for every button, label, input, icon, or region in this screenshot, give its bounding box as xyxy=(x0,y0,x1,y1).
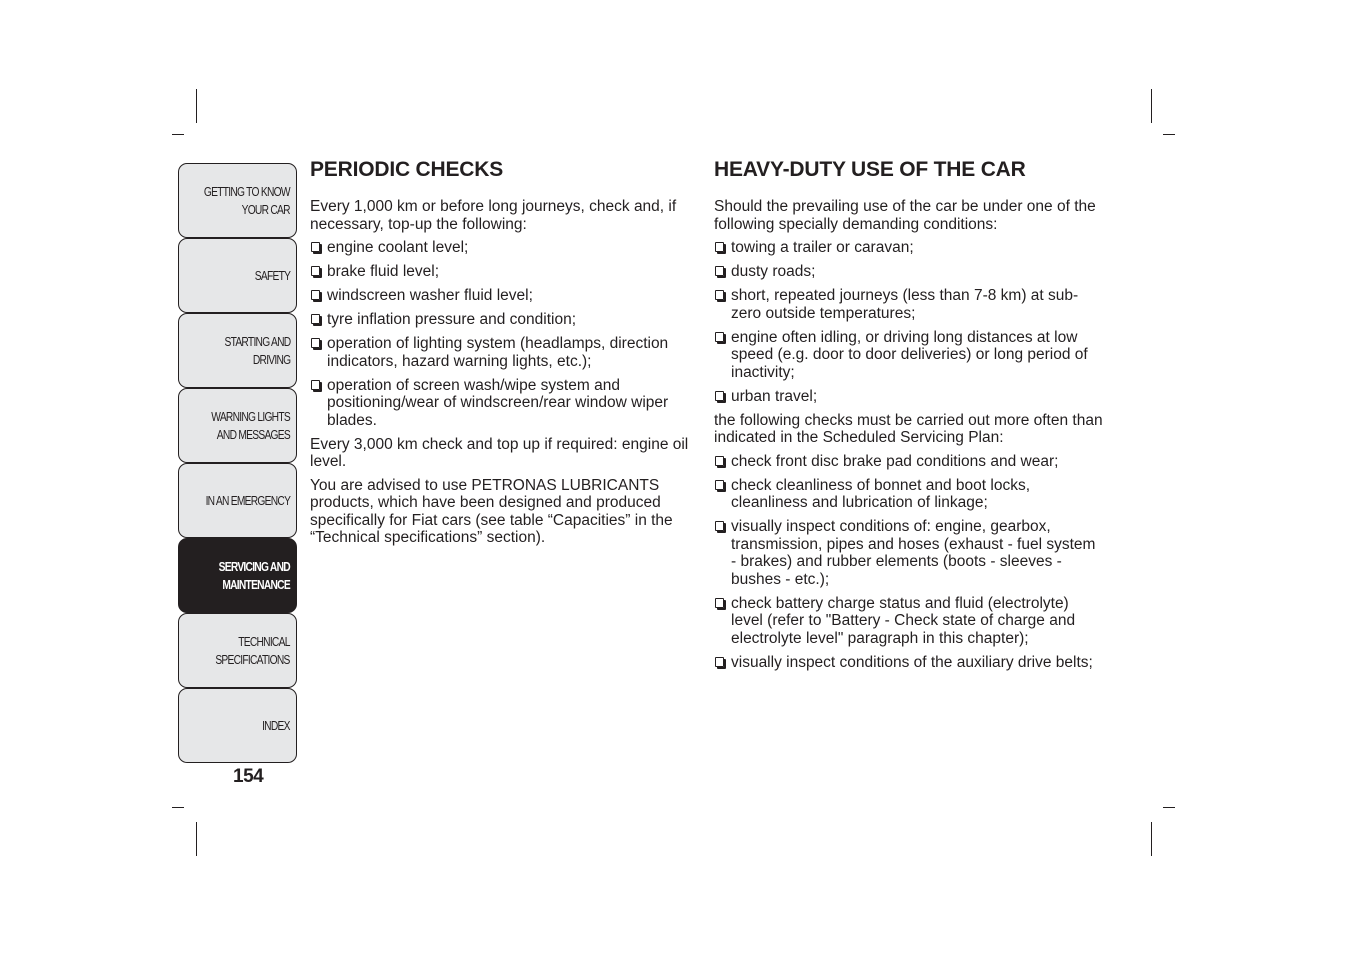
tab-technical-specifications[interactable] xyxy=(178,613,297,688)
checkbox-icon xyxy=(715,266,724,276)
list-item xyxy=(714,595,1104,648)
checkbox-icon xyxy=(311,314,320,324)
paragraph: the following checks must be carried out more often than indicated in the Scheduled Servicing Plan: xyxy=(714,411,1103,446)
checklist xyxy=(310,239,700,429)
list-item-text: short, repeated journeys (less than 7-8 km) at sub-zero outside temperatures; xyxy=(731,287,1079,322)
list-item-text: visually inspect conditions of the auxiliary drive belts; xyxy=(731,653,1093,671)
chapter-tabs xyxy=(178,163,297,763)
section-heading: PERIODIC CHECKS xyxy=(310,158,504,181)
checkbox-icon xyxy=(715,456,724,466)
tab-servicing-maintenance[interactable] xyxy=(178,538,297,613)
list-item-text: windscreen washer fluid level; xyxy=(327,287,533,304)
periodic-checks-section xyxy=(310,157,700,553)
crop-mark xyxy=(1163,807,1175,808)
intro-paragraph: Should the prevailing use of the car be under one of the following specially demanding conditions: xyxy=(714,198,1096,233)
list-item xyxy=(714,239,1104,257)
tab-label: TECHNICAL SPECIFICATIONS xyxy=(215,634,290,667)
checkbox-icon xyxy=(715,598,724,608)
list-item-text: towing a trailer or caravan; xyxy=(731,239,914,256)
checkbox-icon xyxy=(311,242,320,252)
conditions-list xyxy=(714,239,1104,405)
list-item xyxy=(310,311,700,329)
list-item xyxy=(714,329,1104,382)
checkbox-icon xyxy=(311,290,320,300)
tab-emergency[interactable] xyxy=(178,463,297,538)
tab-label: GETTING TO KNOW YOUR CAR xyxy=(204,184,290,217)
list-item-text: tyre inflation pressure and condition; xyxy=(327,311,577,328)
tab-getting-to-know[interactable] xyxy=(178,163,297,238)
list-item xyxy=(714,453,1104,471)
section-heading: HEAVY-DUTY USE OF THE CAR xyxy=(714,158,1026,181)
checkbox-icon xyxy=(311,380,320,390)
tab-starting-driving[interactable] xyxy=(178,313,297,388)
list-item-text: engine coolant level; xyxy=(327,239,469,256)
checkbox-icon xyxy=(311,338,320,348)
list-item-text: check cleanliness of bonnet and boot locks, cleanliness and lubrication of linkage; xyxy=(731,476,1030,511)
tab-safety[interactable] xyxy=(178,238,297,313)
checkbox-icon xyxy=(715,521,724,531)
list-item-text: dusty roads; xyxy=(731,263,816,280)
tab-warning-lights[interactable] xyxy=(178,388,297,463)
list-item-text: check battery charge status and fluid (electrolyte) level (refer to "Battery - Check state of charge and electrolyte level" paragraph in this chapter); xyxy=(731,594,1076,647)
list-item xyxy=(714,477,1104,512)
checkbox-icon xyxy=(715,242,724,252)
crop-mark xyxy=(1163,134,1175,135)
list-item-text: urban travel; xyxy=(731,387,818,405)
list-item xyxy=(310,335,700,370)
tab-label: WARNING LIGHTS AND MESSAGES xyxy=(211,409,290,442)
crop-mark xyxy=(1151,822,1152,856)
tab-label: IN AN EMERGENCY xyxy=(205,493,290,508)
list-item-text: visually inspect conditions of: engine, gearbox, transmission, pipes and hoses (exhaust - fuel system - brakes) and rubber elements (boots - sleeves - bushes - etc.); xyxy=(731,518,1096,588)
list-item xyxy=(310,263,700,281)
list-item xyxy=(310,377,700,430)
intro-paragraph: Every 1,000 km or before long journeys, check and, if necessary, top-up the following: xyxy=(310,198,677,233)
crop-mark xyxy=(172,807,184,808)
list-item xyxy=(714,287,1104,322)
checkbox-icon xyxy=(715,332,724,342)
tab-label: INDEX xyxy=(262,718,290,733)
paragraph: Every 3,000 km check and top up if required: engine oil level. xyxy=(310,435,689,470)
tab-label: STARTING AND DRIVING xyxy=(224,334,290,367)
checkbox-icon xyxy=(715,290,724,300)
paragraph: You are advised to use PETRONAS LUBRICANTS products, which have been designed and produced specifically for Fiat cars (see table “Capacities” in the “Technical specifications” section). xyxy=(310,476,673,546)
list-item xyxy=(714,518,1104,588)
list-item-text: operation of screen wash/wipe system and positioning/wear of windscreen/rear window wiper blades. xyxy=(327,376,669,429)
list-item xyxy=(714,263,1104,281)
page-number: 154 xyxy=(233,766,264,787)
heavy-duty-section xyxy=(714,157,1104,678)
tab-label: SAFETY xyxy=(254,268,290,283)
crop-mark xyxy=(196,89,197,123)
list-item xyxy=(310,287,700,305)
checkbox-icon xyxy=(311,266,320,276)
crop-mark xyxy=(196,822,197,856)
list-item xyxy=(714,654,1104,672)
list-item-text: operation of lighting system (headlamps, direction indicators, hazard warning lights, etc.); xyxy=(327,335,669,370)
checks-list xyxy=(714,453,1104,672)
list-item xyxy=(310,239,700,257)
checkbox-icon xyxy=(715,480,724,490)
list-item xyxy=(714,388,1104,406)
list-item-text: check front disc brake pad conditions and wear; xyxy=(731,452,1059,470)
checkbox-icon xyxy=(715,391,724,401)
list-item-text: engine often idling, or driving long distances at low speed (e.g. door to door deliveries) or long period of inactivity; xyxy=(731,328,1088,381)
crop-mark xyxy=(172,134,184,135)
crop-mark xyxy=(1151,89,1152,123)
tab-label: SERVICING AND MAINTENANCE xyxy=(218,559,290,592)
list-item-text: brake fluid level; xyxy=(327,263,440,280)
checkbox-icon xyxy=(715,657,724,667)
tab-index[interactable] xyxy=(178,688,297,763)
